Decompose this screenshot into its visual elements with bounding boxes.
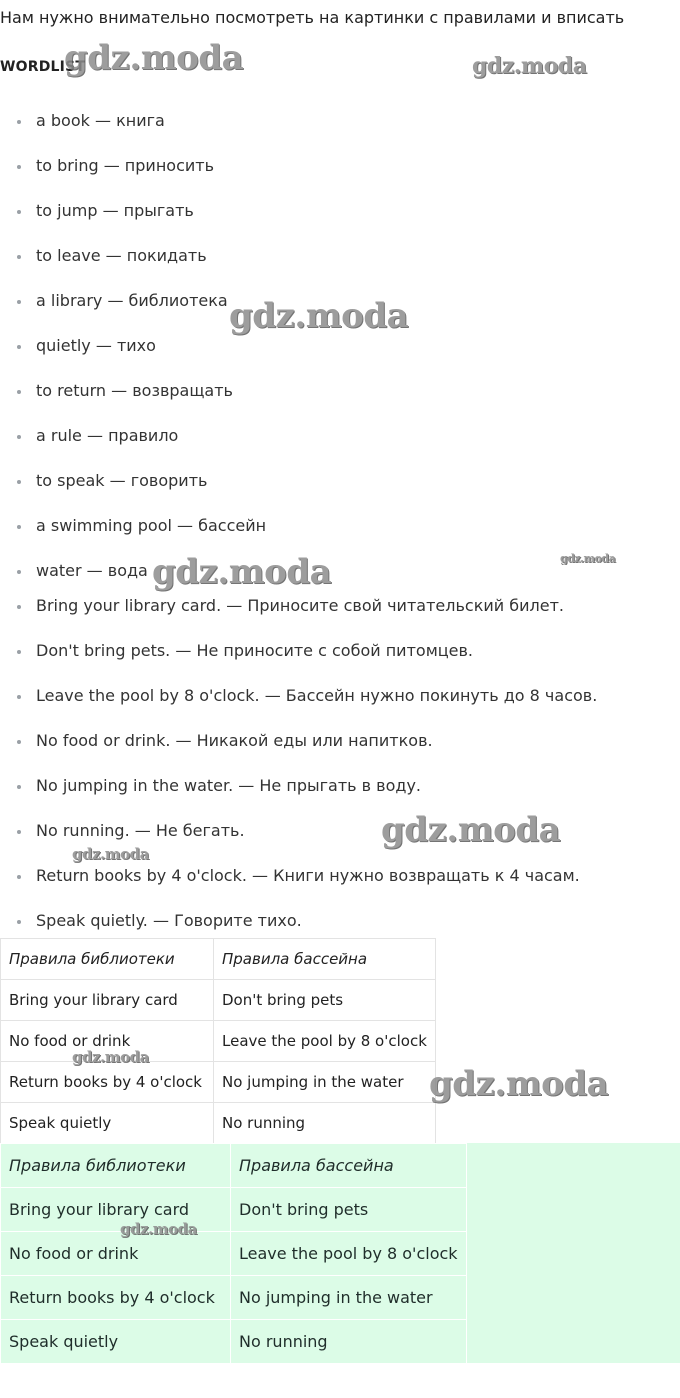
bullet-icon bbox=[17, 165, 21, 169]
table-row bbox=[1, 980, 436, 1021]
table-cell: No running bbox=[231, 1320, 467, 1364]
watermark: gdz.moda bbox=[120, 1220, 197, 1238]
bullet-icon bbox=[17, 210, 21, 214]
table-cell: No jumping in the water bbox=[214, 1062, 436, 1103]
answer-background bbox=[459, 1143, 680, 1363]
table-cell: Don't bring pets bbox=[214, 980, 436, 1021]
header-library: Правила библиотеки bbox=[1, 939, 214, 980]
bullet-icon bbox=[17, 695, 21, 699]
bullet-icon bbox=[17, 390, 21, 394]
bullet-icon bbox=[17, 255, 21, 259]
bullet-icon bbox=[17, 785, 21, 789]
bullet-icon bbox=[17, 345, 21, 349]
bullet-icon bbox=[17, 525, 21, 529]
bullet-icon bbox=[17, 740, 21, 744]
table-cell: Return books by 4 o'clock bbox=[1, 1276, 231, 1320]
table-cell: Speak quietly bbox=[1, 1103, 214, 1144]
intro-text: Нам нужно внимательно посмотреть на картинки с правилами и вписать bbox=[0, 8, 625, 27]
table-cell: Speak quietly bbox=[1, 1320, 231, 1364]
table-cell: Don't bring pets bbox=[231, 1188, 467, 1232]
table-cell: Bring your library card bbox=[1, 980, 214, 1021]
bullet-icon bbox=[17, 120, 21, 124]
watermark: gdz.moda bbox=[381, 810, 561, 850]
table-row bbox=[1, 1276, 467, 1320]
table-row bbox=[1, 1062, 436, 1103]
watermark: gdz.moda bbox=[72, 1048, 149, 1066]
header-library: Правила библиотеки bbox=[1, 1144, 231, 1188]
table-cell: No food or drink bbox=[1, 1232, 231, 1276]
table-header-row bbox=[1, 939, 436, 980]
wordlist-label: WORDLIST bbox=[0, 59, 86, 75]
table-cell: Return books by 4 o'clock bbox=[1, 1062, 214, 1103]
table-row bbox=[1, 1103, 436, 1144]
answer-table bbox=[0, 1143, 467, 1364]
table-cell: No running bbox=[214, 1103, 436, 1144]
bullet-icon bbox=[17, 300, 21, 304]
bullet-icon bbox=[17, 920, 21, 924]
table-cell: No jumping in the water bbox=[231, 1276, 467, 1320]
table-row bbox=[1, 1232, 467, 1276]
watermark: gdz.moda bbox=[64, 38, 244, 78]
table-row bbox=[1, 1188, 467, 1232]
header-pool: Правила бассейна bbox=[231, 1144, 467, 1188]
watermark: gdz.moda bbox=[560, 552, 616, 565]
table-cell: Bring your library card bbox=[1, 1188, 231, 1232]
table-row bbox=[1, 1021, 436, 1062]
table-header-row bbox=[1, 1144, 467, 1188]
watermark: gdz.moda bbox=[152, 552, 332, 592]
bullet-icon bbox=[17, 435, 21, 439]
table-cell: Leave the pool by 8 o'clock bbox=[231, 1232, 467, 1276]
bullet-icon bbox=[17, 875, 21, 879]
bullet-icon bbox=[17, 650, 21, 654]
watermark: gdz.moda bbox=[229, 296, 409, 336]
bullet-icon bbox=[17, 480, 21, 484]
header-pool: Правила бассейна bbox=[214, 939, 436, 980]
bullet-icon bbox=[17, 605, 21, 609]
watermark: gdz.moda bbox=[72, 845, 149, 863]
watermark: gdz.moda bbox=[429, 1064, 609, 1104]
table-row bbox=[1, 1320, 467, 1364]
table-cell: Leave the pool by 8 o'clock bbox=[214, 1021, 436, 1062]
rules-table bbox=[0, 938, 436, 1144]
bullet-icon bbox=[17, 830, 21, 834]
watermark: gdz.moda bbox=[472, 53, 587, 79]
bullet-icon bbox=[17, 570, 21, 574]
table-cell: No food or drink bbox=[1, 1021, 214, 1062]
